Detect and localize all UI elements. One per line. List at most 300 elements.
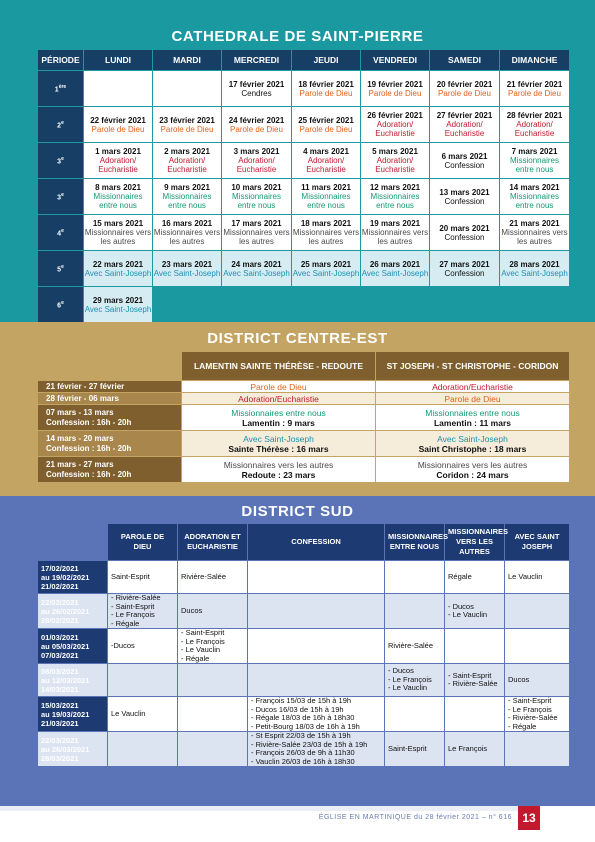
location-cell	[385, 561, 445, 594]
day-cell	[361, 143, 430, 179]
location-cell	[385, 594, 445, 629]
location-line: - Ducos	[448, 601, 474, 611]
day-activity: Missionnaires vers les autres	[361, 228, 429, 246]
week-cell	[38, 431, 182, 457]
location-cell	[178, 697, 248, 732]
cathedrale-table	[37, 49, 570, 323]
day-activity: Avec Saint-Joseph	[292, 268, 360, 278]
empty-cell	[222, 287, 292, 323]
header-cell: MARDI	[153, 50, 222, 71]
period-cell	[38, 107, 84, 143]
header-empty	[38, 524, 108, 561]
day-cell	[361, 179, 430, 215]
day-activity: Missionnaires vers les autres	[223, 228, 290, 246]
week-cell	[38, 393, 182, 405]
week-line: 01/03/2021	[41, 632, 79, 642]
location-cell	[108, 732, 178, 767]
day-date: 13 mars 2021	[439, 187, 490, 197]
day-cell	[222, 71, 292, 107]
location-line: - Le Vauclin	[448, 610, 488, 619]
day-date: 25 mars 2021	[300, 259, 352, 269]
location-line: - Régale	[508, 721, 537, 731]
day-cell	[500, 107, 570, 143]
table-row	[38, 287, 570, 323]
header-cell: PAROLE DE DIEU	[108, 524, 178, 561]
location-cell	[248, 594, 385, 629]
week-line: 17/02/2021	[41, 563, 79, 573]
day-date: 16 mars 2021	[161, 219, 213, 228]
location-cell	[445, 594, 505, 629]
day-activity: Missionnaires vers les autres	[292, 228, 360, 246]
footer	[0, 806, 595, 842]
activity-name: Avec Saint-Joseph	[243, 433, 314, 444]
day-activity: Parole de Dieu	[91, 124, 145, 134]
location-line: - Régale	[181, 653, 210, 663]
table-row	[38, 71, 570, 107]
table-row	[38, 697, 570, 732]
header-empty	[38, 352, 182, 381]
day-activity: Cendres	[241, 88, 272, 98]
location-line: - Régale 18/03 de 16h à 18h30	[251, 713, 355, 722]
activity-cell	[182, 381, 376, 393]
table-row	[38, 107, 570, 143]
day-activity: Missionnaires vers les autres	[84, 228, 152, 246]
day-date: 24 mars 2021	[231, 259, 282, 269]
week-range: 28 février - 06 mars	[46, 393, 119, 403]
day-date: 19 mars 2021	[369, 219, 421, 228]
activity-cell	[376, 405, 570, 431]
week-cell	[38, 594, 108, 629]
table-row	[38, 143, 570, 179]
location-cell	[248, 732, 385, 767]
day-activity: Parole de Dieu	[368, 88, 422, 98]
location-line: -Ducos	[111, 640, 135, 650]
table-row	[38, 629, 570, 664]
day-date: 10 mars 2021	[231, 183, 282, 192]
week-confession: Confession : 16h - 20h	[46, 417, 132, 427]
location-line: - Saint-Esprit	[181, 628, 225, 637]
day-activity: Parole de Dieu	[299, 124, 353, 134]
day-activity: Confession	[444, 232, 485, 242]
day-activity: Avec Saint-Joseph	[223, 268, 290, 278]
week-range: 21 février - 27 février	[46, 381, 125, 391]
day-activity: Avec Saint-Joseph	[153, 268, 221, 278]
location-line: Le Vauclin	[508, 571, 543, 581]
day-date: 5 mars 2021	[372, 147, 418, 156]
location-cell	[505, 561, 570, 594]
table-row	[38, 594, 570, 629]
activity-name: Missionnaires vers les autres	[223, 459, 334, 470]
week-cell	[38, 381, 182, 393]
activity-name: Adoration/Eucharistie	[432, 381, 513, 392]
day-cell	[500, 215, 570, 251]
day-date: 21 février 2021	[506, 79, 563, 89]
day-activity: Adoration/ Eucharistie	[167, 156, 207, 174]
day-activity: Missionnaires entre nous	[510, 156, 559, 174]
day-activity: Adoration/ Eucharistie	[98, 156, 138, 174]
location-line: Le Vauclin	[111, 708, 146, 718]
week-line: 08/03/2021	[41, 666, 79, 676]
location-cell	[108, 629, 178, 664]
week-line: 14/03/2021	[41, 684, 79, 694]
week-line: 28/03/2021	[41, 753, 79, 763]
day-cell	[292, 107, 361, 143]
location-line: Régale	[448, 571, 472, 581]
activity-name: Adoration/Eucharistie	[238, 393, 319, 404]
activity-cell	[376, 393, 570, 405]
location-cell	[248, 629, 385, 664]
footer-publication: ÉGLISE EN MARTINIQUE du 28 février 2021 – n° 616	[318, 814, 512, 821]
location-cell	[248, 697, 385, 732]
location-line: Saint-Esprit	[388, 743, 427, 753]
location-line: Saint-Esprit	[111, 571, 150, 581]
location-line: - St Esprit 22/03 de 15h à 19h	[251, 731, 351, 740]
day-activity: Avec Saint-Joseph	[84, 268, 152, 278]
activity-place: Lamentin : 9 mars	[242, 417, 315, 428]
empty-cell	[430, 287, 500, 323]
period-number: 4	[57, 230, 62, 238]
period-number: 3	[57, 194, 62, 202]
day-cell	[153, 143, 222, 179]
day-date: 6 mars 2021	[441, 151, 488, 161]
location-cell	[108, 697, 178, 732]
header-cell: PÉRIODE	[38, 50, 84, 71]
blank-cell	[153, 71, 222, 107]
day-cell	[500, 71, 570, 107]
week-cell	[38, 405, 182, 431]
activity-place: Coridon : 24 mars	[436, 469, 509, 480]
header-cell: MISSIONNAIRES ENTRE NOUS	[385, 524, 445, 561]
day-date: 19 février 2021	[367, 79, 423, 89]
period-number: 2	[57, 122, 62, 130]
location-line: - Rivière-Salée 23/03 de 15h à 19h	[251, 739, 368, 749]
period-cell	[38, 71, 84, 107]
day-cell	[430, 107, 500, 143]
day-activity: Missionnaires entre nous	[370, 192, 420, 210]
location-line: - Saint-Esprit	[111, 601, 155, 611]
day-date: 25 février 2021	[298, 115, 354, 125]
day-date: 26 mars 2021	[369, 259, 421, 269]
day-cell	[84, 251, 153, 287]
day-cell	[84, 107, 153, 143]
empty-cell	[153, 287, 222, 323]
day-date: 20 mars 2021	[439, 223, 490, 233]
table-row	[38, 405, 570, 431]
location-line: Ducos	[508, 674, 530, 684]
activity-name: Missionnaires vers les autres	[417, 459, 528, 470]
day-activity: Adoration/ Eucharistie	[375, 156, 415, 174]
location-line: - Ducos	[388, 666, 414, 676]
activity-name: Avec Saint-Joseph	[437, 433, 508, 444]
day-date: 23 mars 2021	[161, 259, 213, 269]
day-date: 1 mars 2021	[95, 147, 141, 156]
period-suffix: ère	[58, 83, 67, 90]
location-cell	[505, 594, 570, 629]
day-activity: Missionnaires vers les autres	[153, 228, 221, 246]
activity-cell	[376, 431, 570, 457]
week-line: au 05/03/2021	[41, 641, 90, 651]
day-date: 28 février 2021	[506, 111, 563, 120]
location-line: Le François	[448, 743, 488, 753]
day-activity: Confession	[444, 268, 485, 278]
day-date: 18 mars 2021	[300, 219, 352, 228]
day-cell	[222, 215, 292, 251]
sud-title: DISTRICT SUD	[241, 503, 354, 520]
week-cell	[38, 561, 108, 594]
week-cell	[38, 457, 182, 483]
activity-name: Parole de Dieu	[444, 393, 501, 404]
activity-cell	[182, 405, 376, 431]
day-activity: Adoration/ Eucharistie	[444, 120, 485, 138]
day-cell	[153, 251, 222, 287]
day-date: 17 mars 2021	[231, 219, 282, 228]
period-suffix: e	[61, 191, 64, 198]
day-date: 17 février 2021	[228, 79, 285, 89]
location-cell	[108, 664, 178, 697]
week-range: 21 mars - 27 mars	[46, 459, 114, 469]
day-activity: Parole de Dieu	[299, 88, 353, 98]
week-line: 15/03/2021	[41, 700, 79, 710]
week-cell	[38, 664, 108, 697]
header-cell: AVEC SAINT JOSEPH	[505, 524, 570, 561]
period-cell	[38, 287, 84, 323]
day-activity: Adoration/ Eucharistie	[375, 120, 415, 138]
activity-place: Sainte Thérèse : 16 mars	[228, 443, 329, 454]
day-activity: Missionnaires entre nous	[93, 192, 143, 210]
day-cell	[292, 71, 361, 107]
location-line: - Rivière-Salée	[508, 713, 558, 722]
period-suffix: e	[61, 119, 64, 126]
location-line: - François 15/03 de 15h à 19h	[251, 696, 352, 705]
day-cell	[361, 71, 430, 107]
header-cell: LUNDI	[84, 50, 153, 71]
day-cell	[430, 143, 500, 179]
week-line: 07/03/2021	[41, 650, 79, 660]
day-cell	[361, 251, 430, 287]
location-line: - Le François	[181, 636, 225, 646]
day-cell	[500, 143, 570, 179]
location-line: - Ducos 16/03 de 15h à 19h	[251, 704, 344, 714]
activity-cell	[182, 393, 376, 405]
header-cell: VENDREDI	[361, 50, 430, 71]
activity-cell	[376, 381, 570, 393]
table-row	[38, 215, 570, 251]
day-cell	[84, 143, 153, 179]
day-activity: Avec Saint-Joseph	[501, 268, 568, 278]
activity-cell	[376, 457, 570, 483]
period-suffix: e	[61, 155, 64, 162]
week-line: au 26/02/2021	[41, 606, 90, 616]
week-line: 28/02/2021	[41, 615, 79, 625]
location-cell	[445, 561, 505, 594]
header-cell: MISSIONNAIRES VERS LES AUTRES	[445, 524, 505, 561]
day-cell	[361, 215, 430, 251]
day-date: 3 mars 2021	[233, 147, 280, 156]
location-cell	[505, 697, 570, 732]
centre-est-title: DISTRICT CENTRE-EST	[207, 330, 388, 347]
location-line: Rivière-Salée	[181, 571, 227, 581]
week-cell	[38, 629, 108, 664]
location-cell	[178, 594, 248, 629]
location-line: - Rivière-Salée	[448, 679, 498, 688]
location-cell	[445, 664, 505, 697]
location-cell	[385, 629, 445, 664]
location-line: Rivière-Salée	[388, 640, 434, 650]
activity-name: Missionnaires entre nous	[425, 407, 520, 418]
footer-rule	[0, 806, 518, 811]
period-cell	[38, 251, 84, 287]
day-cell	[430, 251, 500, 287]
day-activity: Missionnaires entre nous	[232, 192, 281, 210]
location-cell	[108, 561, 178, 594]
day-activity: Parole de Dieu	[438, 88, 491, 98]
location-cell	[445, 697, 505, 732]
day-date: 21 mars 2021	[509, 219, 560, 228]
week-line: au 19/03/2021	[41, 709, 90, 719]
cathedrale-section	[0, 0, 595, 322]
day-activity: Missionnaires entre nous	[301, 192, 351, 210]
week-range: 07 mars - 13 mars	[46, 407, 114, 417]
week-line: 22/02/2021	[41, 597, 79, 607]
day-activity: Adoration/ Eucharistie	[236, 156, 277, 174]
sud-section	[0, 496, 595, 806]
day-cell	[292, 143, 361, 179]
activity-name: Missionnaires entre nous	[231, 407, 326, 418]
day-cell	[430, 71, 500, 107]
week-cell	[38, 697, 108, 732]
day-cell	[222, 107, 292, 143]
header-st-joseph: ST JOSEPH - ST CHRISTOPHE - CORIDON	[376, 352, 570, 381]
location-cell	[445, 732, 505, 767]
header-lamentin: LAMENTIN SAINTE THÉRÈSE - REDOUTE	[182, 352, 376, 381]
day-activity: Parole de Dieu	[160, 124, 214, 134]
header-cell: CONFESSION	[248, 524, 385, 561]
period-suffix: e	[61, 263, 64, 270]
week-line: 22/03/2021	[41, 735, 79, 745]
empty-cell	[292, 287, 361, 323]
day-activity: Confession	[444, 196, 485, 206]
location-cell	[178, 561, 248, 594]
location-cell	[248, 561, 385, 594]
week-line: au 19/02/2021	[41, 572, 90, 582]
period-number: 3	[57, 158, 62, 166]
day-activity: Missionnaires vers les autres	[501, 228, 568, 246]
period-cell	[38, 143, 84, 179]
day-cell	[292, 215, 361, 251]
day-date: 18 février 2021	[298, 79, 354, 89]
header-cell: JEUDI	[292, 50, 361, 71]
period-cell	[38, 215, 84, 251]
day-date: 2 mars 2021	[164, 147, 210, 156]
location-cell	[505, 732, 570, 767]
week-line: au 12/03/2021	[41, 675, 90, 685]
day-date: 22 mars 2021	[92, 259, 144, 269]
header-cell: MERCREDI	[222, 50, 292, 71]
day-activity: Parole de Dieu	[508, 88, 561, 98]
header-cell: SAMEDI	[430, 50, 500, 71]
day-cell	[153, 107, 222, 143]
day-cell	[222, 179, 292, 215]
centre-est-section	[0, 322, 595, 496]
location-cell	[505, 664, 570, 697]
location-cell	[385, 664, 445, 697]
location-line: - Saint-Esprit	[508, 696, 552, 705]
day-date: 27 mars 2021	[439, 259, 490, 269]
table-row	[38, 393, 570, 405]
table-row	[38, 732, 570, 767]
empty-cell	[361, 287, 430, 323]
day-date: 28 mars 2021	[509, 259, 560, 269]
day-cell	[430, 215, 500, 251]
day-date: 8 mars 2021	[95, 183, 141, 192]
location-line: - Le Vauclin	[388, 683, 428, 693]
table-row	[38, 381, 570, 393]
sud-table	[37, 523, 570, 767]
day-cell	[84, 287, 153, 323]
day-activity: Missionnaires entre nous	[510, 192, 559, 210]
period-number: 6	[57, 302, 62, 310]
day-date: 14 mars 2021	[509, 183, 560, 192]
location-line: - Saint-Esprit	[448, 670, 492, 680]
day-date: 26 février 2021	[367, 111, 423, 120]
location-line: - Petit-Bourg 18/03 de 16h à 19h	[251, 721, 360, 731]
centre-est-table	[37, 351, 570, 483]
day-activity: Adoration/ Eucharistie	[306, 156, 346, 174]
empty-cell	[500, 287, 570, 323]
week-range: 14 mars - 20 mars	[46, 433, 114, 443]
header-cell: ADORATION ET EUCHARISTIE	[178, 524, 248, 561]
location-cell	[178, 732, 248, 767]
day-date: 24 février 2021	[228, 115, 285, 125]
page-number: 13	[518, 806, 540, 830]
day-date: 12 mars 2021	[369, 183, 421, 192]
cathedrale-title: CATHEDRALE DE SAINT-PIERRE	[171, 28, 424, 45]
day-cell	[84, 215, 153, 251]
location-cell	[248, 664, 385, 697]
day-date: 27 février 2021	[436, 111, 493, 120]
location-cell	[178, 629, 248, 664]
day-cell	[153, 179, 222, 215]
location-cell	[505, 629, 570, 664]
table-row	[38, 561, 570, 594]
day-cell	[500, 179, 570, 215]
week-cell	[38, 732, 108, 767]
day-cell	[292, 179, 361, 215]
header-cell: DIMANCHE	[500, 50, 570, 71]
day-cell	[500, 251, 570, 287]
location-line: - Le Vauclin	[181, 645, 221, 654]
location-line: - Vauclin 26/03 de 16h à 18h30	[251, 756, 355, 766]
period-cell	[38, 179, 84, 215]
blank-cell	[84, 71, 153, 107]
table-row	[38, 431, 570, 457]
location-line: - Le François	[111, 610, 155, 619]
week-confession: Confession : 16h - 20h	[46, 469, 132, 479]
location-cell	[445, 629, 505, 664]
day-date: 7 mars 2021	[511, 147, 558, 156]
day-cell	[222, 251, 292, 287]
table-row	[38, 179, 570, 215]
activity-cell	[182, 431, 376, 457]
day-activity: Avec Saint-Joseph	[361, 268, 429, 278]
day-activity: Missionnaires entre nous	[162, 192, 212, 210]
day-date: 22 février 2021	[90, 115, 146, 125]
location-line: Ducos	[181, 605, 203, 615]
activity-place: Saint Christophe : 18 mars	[418, 443, 527, 454]
day-activity: Avec Saint-Joseph	[84, 304, 152, 314]
week-line: 21/02/2021	[41, 581, 79, 591]
table-row	[38, 664, 570, 697]
